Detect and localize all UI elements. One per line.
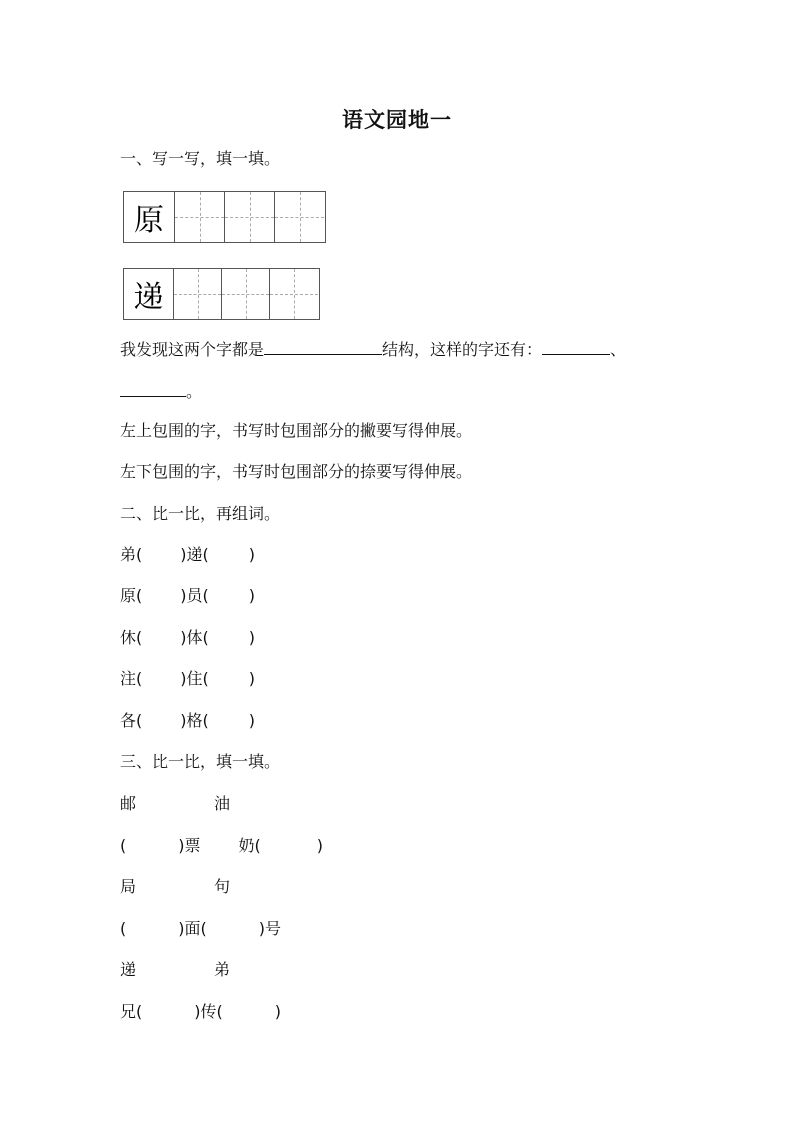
compare-row: 各( )格( ) — [120, 711, 256, 730]
structure-sentence: 我发现这两个字都是 结构，这样的字还有： 、 — [120, 337, 626, 361]
fill-line: ( )面( )号 — [120, 919, 281, 938]
grid-cell-model — [124, 192, 175, 242]
writing-grid-2 — [123, 268, 320, 320]
example-blank-1[interactable] — [542, 337, 610, 355]
compare-row: 休( )体( ) — [120, 628, 256, 647]
section-1-heading: 一、写一写，填一填。 — [120, 149, 281, 168]
compare-row: 弟( )递( ) — [120, 545, 256, 564]
grid-cell-practice[interactable] — [225, 192, 275, 242]
compare-row: 注( )住( ) — [120, 669, 256, 688]
writing-grid-1 — [123, 191, 326, 243]
structure-sentence-continued: 。 — [120, 379, 202, 403]
char-pair: 递 弟 — [120, 960, 231, 979]
page-title: 语文园地一 — [342, 108, 452, 132]
grid-cell-practice[interactable] — [275, 192, 324, 242]
writing-tip-1: 左上包围的字，书写时包围部分的撇要写得伸展。 — [120, 421, 473, 440]
structure-blank[interactable] — [264, 337, 382, 355]
writing-tip-2: 左下包围的字，书写时包围部分的捺要写得伸展。 — [120, 462, 473, 481]
fill-line: 兄( )传( ) — [120, 1002, 281, 1021]
grid-cell-practice[interactable] — [175, 192, 225, 242]
section-3-heading: 三、比一比，填一填。 — [120, 752, 281, 771]
model-character: 原 — [134, 203, 164, 238]
grid-cell-practice[interactable] — [270, 269, 318, 319]
grid-cell-practice[interactable] — [174, 269, 222, 319]
model-character: 递 — [133, 280, 164, 315]
section-2-heading: 二、比一比，再组词。 — [120, 504, 281, 523]
grid-cell-practice[interactable] — [222, 269, 270, 319]
compare-row: 原( )员( ) — [120, 586, 256, 605]
char-pair: 邮 油 — [120, 794, 231, 813]
example-blank-2[interactable] — [120, 379, 186, 397]
fill-line: ( )票 奶( ) — [120, 836, 323, 855]
grid-cell-model — [124, 269, 174, 319]
char-pair: 局 句 — [120, 877, 231, 896]
